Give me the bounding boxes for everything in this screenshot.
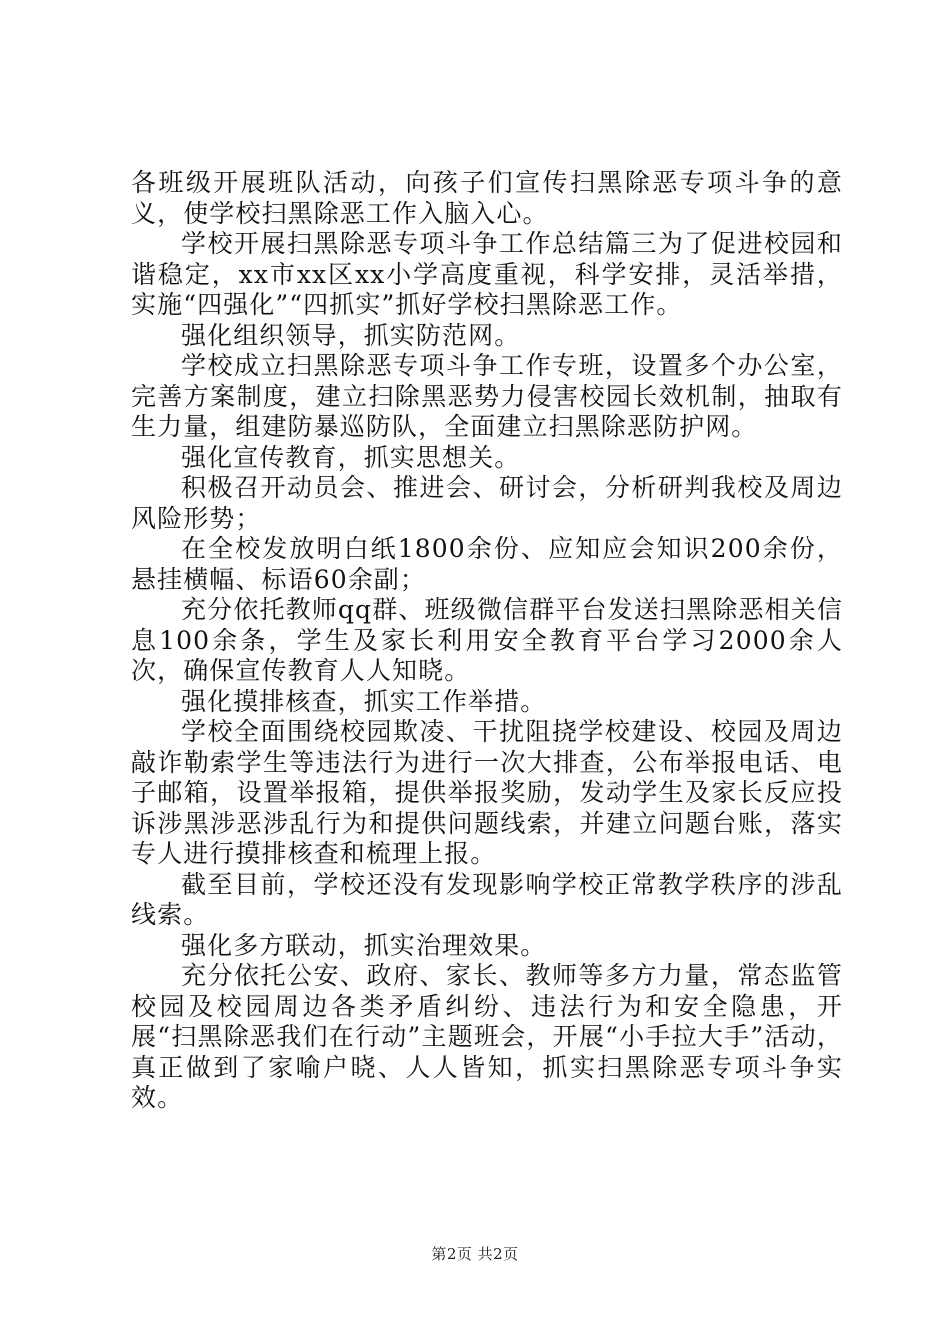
section-heading: 强化组织领导，抓实防范网。 bbox=[181, 320, 521, 350]
paragraph: 充分依托公安、政府、家长、教师等多方力量，常态监管校园及校园周边各类矛盾纠纷、违法行为和安全隐患，开展“扫黑除恶我们在行动”主题班会，开展“小手拉大手”活动，真正做到了家喻户晓、人人皆知，抓实扫黑除恶专项斗争实效。 bbox=[131, 961, 843, 1112]
paragraph: 积极召开动员会、推进会、研讨会，分析研判我校及周边风险形势； bbox=[131, 473, 843, 533]
section-heading: 强化宣传教育，抓实思想关。 bbox=[181, 442, 521, 472]
paragraph: 截至目前，学校还没有发现影响学校正常教学秩序的涉乱线索。 bbox=[131, 869, 843, 929]
paragraph: 各班级开展班队活动，向孩子们宣传扫黑除恶专项斗争的意义，使学校扫黑除恶工作入脑入心。 bbox=[131, 168, 843, 228]
paragraph: 在全校发放明白纸1800余份、应知应会知识200余份，悬挂横幅、标语60余副； bbox=[131, 534, 843, 594]
page-footer: 第2页 共2页 bbox=[431, 1245, 519, 1263]
paragraph: 学校开展扫黑除恶专项斗争工作总结篇三为了促进校园和谐稳定，xx市xx区xx小学高度重视，科学安排，灵活举措，实施“四强化”“四抓实”抓好学校扫黑除恶工作。 bbox=[131, 229, 843, 319]
paragraph: 学校成立扫黑除恶专项斗争工作专班，设置多个办公室，完善方案制度，建立扫除黑恶势力侵害校园长效机制，抽取有生力量，组建防暴巡防队，全面建立扫黑除恶防护网。 bbox=[131, 351, 843, 441]
paragraph: 学校全面围绕校园欺凌、干扰阻挠学校建设、校园及周边敲诈勒索学生等违法行为进行一次大排查，公布举报电话、电子邮箱，设置举报箱，提供举报奖励，发动学生及家长反应投诉涉黑涉恶涉乱行为和提供问题线索，并建立问题台账，落实专人进行摸排核查和梳理上报。 bbox=[131, 717, 843, 868]
document-body bbox=[131, 168, 843, 1114]
section-heading: 强化摸排核查，抓实工作举措。 bbox=[181, 686, 547, 716]
section-heading: 强化多方联动，抓实治理效果。 bbox=[181, 930, 547, 960]
paragraph: 充分依托教师qq群、班级微信群平台发送扫黑除恶相关信息100余条，学生及家长利用安全教育平台学习2000余人次，确保宣传教育人人知晓。 bbox=[131, 595, 843, 685]
